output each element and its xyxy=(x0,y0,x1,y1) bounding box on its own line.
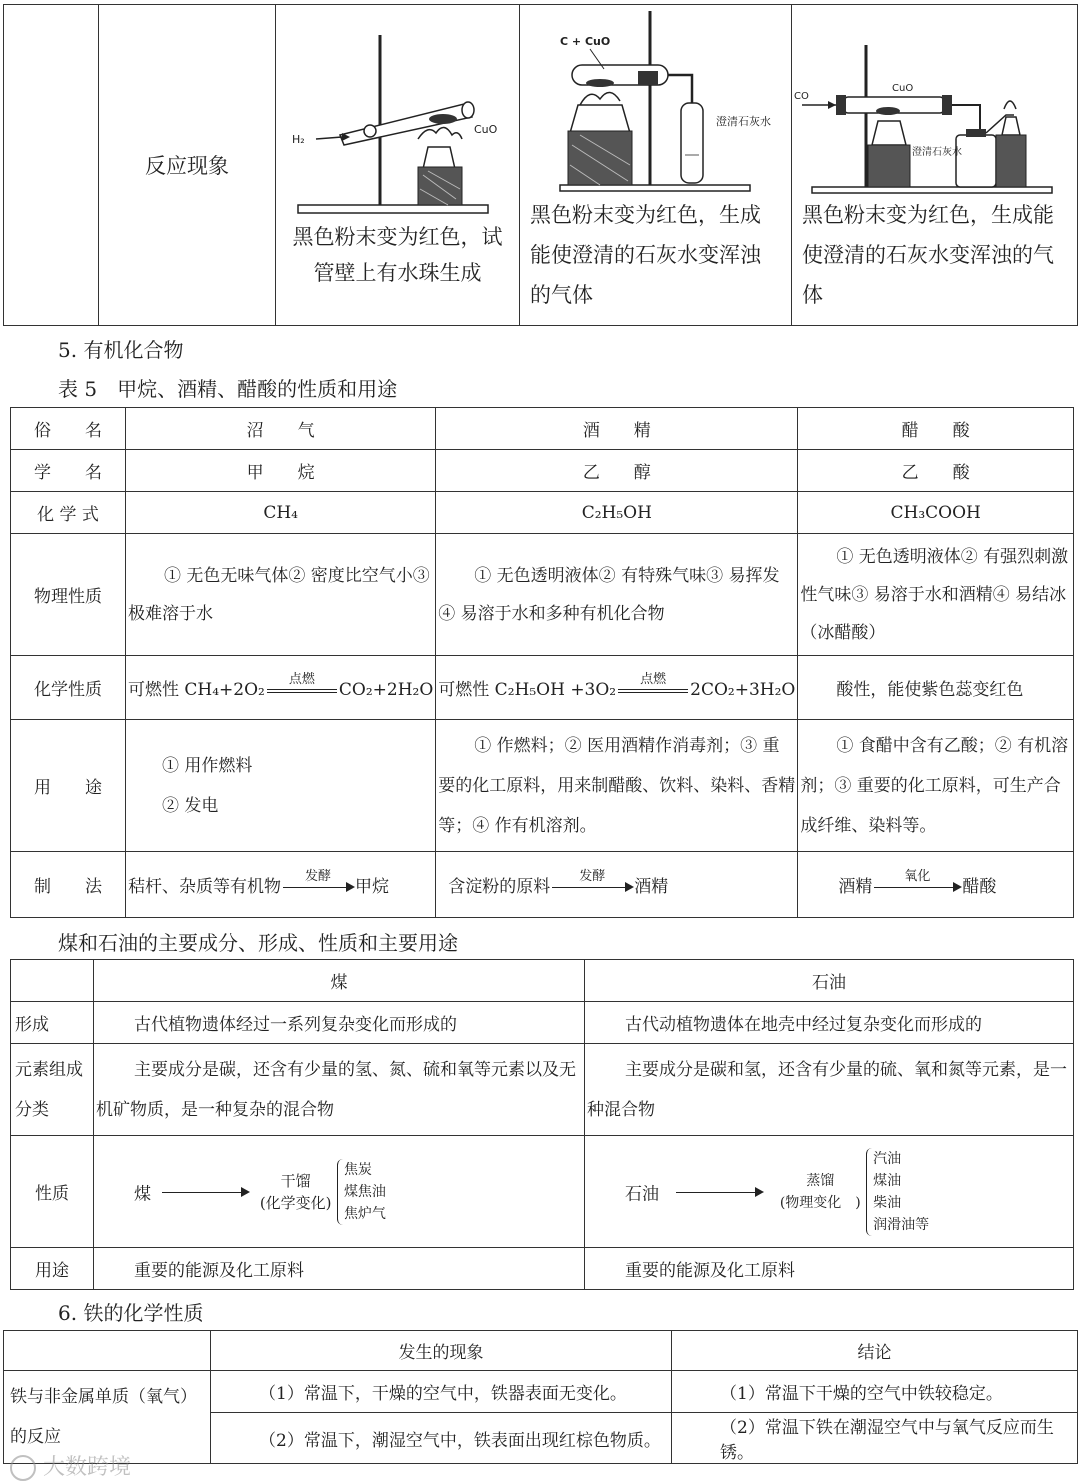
label-common-name: 俗 名 xyxy=(11,408,126,450)
co-reduction-apparatus xyxy=(792,5,1074,195)
acetic-formula: CH₃COOH xyxy=(798,492,1074,534)
col-coal-header: 煤 xyxy=(94,960,585,1002)
ethanol-make-source: 含淀粉的原料 xyxy=(448,876,551,897)
iron-table xyxy=(3,1330,1078,1464)
caption-co: 黑色粉末变为红色，生成能使澄清的石灰水变浑浊的气体 xyxy=(802,203,1054,307)
oil-product: 柴油 xyxy=(873,1194,902,1211)
coal-process-note: (化学变化) xyxy=(259,1193,332,1212)
carbon-reduction-cell xyxy=(520,5,792,326)
col-oil-header: 石油 xyxy=(585,960,1074,1002)
oil-property xyxy=(585,1136,1074,1248)
oil-elem: 主要成分是碳和氢，还含有少量的硫、氧和氮等元素，是一种混合物 xyxy=(585,1044,1074,1136)
co-reduction-cell xyxy=(792,5,1078,326)
oil-process xyxy=(780,1170,861,1214)
methane-physical: ① 无色无味气体② 密度比空气小③ 极难溶于水 xyxy=(126,534,436,656)
coal-product: 焦炉气 xyxy=(343,1205,386,1222)
acetic-sci: 乙 酸 xyxy=(798,450,1074,492)
label-use: 用 途 xyxy=(11,720,126,852)
watermark-text: 大数跨境 xyxy=(43,1455,132,1480)
hydrogen-reduction-cell xyxy=(276,5,520,326)
caption-hydrogen: 黑色粉末变为红色，试管壁上有水珠生成 xyxy=(292,225,503,285)
coal-process xyxy=(260,1170,332,1214)
label-formula: 化 学 式 xyxy=(11,492,126,534)
coal-form: 古代植物遗体经过一系列复杂变化而形成的 xyxy=(94,1002,585,1044)
methane-sci: 甲 烷 xyxy=(126,450,436,492)
carbon-reduction-apparatus xyxy=(520,5,788,195)
ferment-arrow-ethanol xyxy=(552,869,632,897)
fig2-liquid-label: 澄清石灰水 xyxy=(716,115,771,128)
coal-products-list xyxy=(337,1159,386,1225)
iron-conclusion-2: （2）常温下铁在潮湿空气中与氧气反应而生锈。 xyxy=(672,1413,1078,1464)
methane-formula: CH₄ xyxy=(126,492,436,534)
blank-header-cell xyxy=(11,960,94,1002)
fig1-solid-label: CuO xyxy=(474,123,498,136)
methane-make-source: 秸杆、杂质等有机物 xyxy=(128,876,281,897)
acetic-use: ① 食醋中含有乙酸；② 有机溶剂；③ 重要的化工原料，可生产合成纤维、染料等。 xyxy=(798,720,1074,852)
coal-product: 煤焦油 xyxy=(343,1183,386,1200)
ethanol-physical: ① 无色透明液体② 有特殊气味③ 易挥发④ 易溶于水和多种有机化合物 xyxy=(436,534,798,656)
acetic-make-product: 醋酸 xyxy=(962,876,997,897)
blank-iron-header xyxy=(4,1331,211,1371)
oxidize-arrow-acetic xyxy=(874,869,960,897)
acetic-physical: ① 无色透明液体② 有强烈刺激性气味③ 易溶于水和酒精④ 易结冰（冰醋酸） xyxy=(798,534,1074,656)
acetic-common: 醋 酸 xyxy=(798,408,1074,450)
oil-product: 煤油 xyxy=(873,1172,902,1189)
row-use-label: 用途 xyxy=(11,1248,94,1290)
coal-start: 煤 xyxy=(134,1184,151,1204)
row-label-phenomena: 反应现象 xyxy=(99,5,276,326)
methane-chemical xyxy=(126,656,436,720)
oil-products-list xyxy=(866,1148,929,1236)
fig3-liquid-label: 澄清石灰水 xyxy=(912,147,962,158)
ethanol-common: 酒 精 xyxy=(436,408,798,450)
fig1-gas-label: H₂ xyxy=(292,133,305,146)
acetic-make-source: 酒精 xyxy=(838,876,873,897)
methane-make-product: 甲烷 xyxy=(355,876,389,897)
fig3-solid-label: CuO xyxy=(892,83,914,94)
methane-make xyxy=(126,852,436,918)
iron-row-label: 铁与非金属单质（氧气）的反应 xyxy=(4,1371,211,1464)
oil-arrow xyxy=(676,1182,762,1202)
section-6-title: 6. 铁的化学性质 xyxy=(58,1301,204,1325)
ethanol-chem-products: 2CO₂+3H₂O xyxy=(690,679,796,700)
coal-product: 焦炭 xyxy=(343,1161,372,1178)
methane-chem-condition: 点燃 xyxy=(288,672,315,688)
coal-oil-table xyxy=(10,959,1074,1290)
label-chemical: 化学性质 xyxy=(11,656,126,720)
col-phenomena: 发生的现象 xyxy=(211,1331,672,1371)
oil-form: 古代动植物遗体在地壳中经过复杂变化而形成的 xyxy=(585,1002,1074,1044)
methane-use xyxy=(126,720,436,852)
label-make: 制 法 xyxy=(11,852,126,918)
blank-cell xyxy=(4,5,99,326)
oil-start: 石油 xyxy=(625,1184,659,1204)
methane-use-2: ② 发电 xyxy=(162,795,219,816)
coal-elem: 主要成分是碳，还含有少量的氢、氮、硫和氧等元素以及无机矿物质，是一种复杂的混合物 xyxy=(94,1044,585,1136)
fig3-gas-label: CO xyxy=(794,91,809,102)
oil-use: 重要的能源及化工原料 xyxy=(585,1248,1074,1290)
col-conclusion: 结论 xyxy=(672,1331,1078,1371)
ethanol-chem-reactants: 可燃性 C₂H₅OH +3O₂ xyxy=(438,679,617,700)
methane-chem-products: CO₂+2H₂O xyxy=(338,679,434,700)
coal-property xyxy=(94,1136,585,1248)
ethanol-make-product: 酒精 xyxy=(634,876,669,897)
acetic-make-condition: 氧化 xyxy=(904,869,931,885)
acetic-make xyxy=(798,852,1074,918)
section-5-title: 5. 有机化合物 xyxy=(58,338,184,362)
fig2-solid-label: C + CuO xyxy=(560,35,611,48)
oil-process-note: (物理变化 ) xyxy=(779,1194,861,1211)
row-prop-label: 性质 xyxy=(11,1136,94,1248)
reaction-phenomena-table xyxy=(3,4,1078,326)
ignite-arrow-ethanol xyxy=(618,672,688,700)
caption-carbon: 黑色粉末变为红色，生成能使澄清的石灰水变浑浊的气体 xyxy=(530,203,761,307)
oil-product: 润滑油等 xyxy=(873,1216,930,1233)
coal-process-name: 干馏 xyxy=(280,1171,311,1190)
coal-arrow xyxy=(162,1182,248,1202)
methane-common: 沼 气 xyxy=(126,408,436,450)
watermark-logo-icon xyxy=(10,1455,36,1481)
ethanol-chem-condition: 点燃 xyxy=(640,672,667,688)
coal-use: 重要的能源及化工原料 xyxy=(94,1248,585,1290)
coal-oil-title: 煤和石油的主要成分、形成、性质和主要用途 xyxy=(58,931,458,955)
ethanol-chemical xyxy=(436,656,798,720)
ignite-arrow-methane xyxy=(267,672,337,700)
row-form-label: 形成 xyxy=(11,1002,94,1044)
ethanol-sci: 乙 醇 xyxy=(436,450,798,492)
ethanol-formula: C₂H₅OH xyxy=(436,492,798,534)
iron-phenomenon-1: （1）常温下，干燥的空气中，铁器表面无变化。 xyxy=(211,1371,672,1413)
methane-make-condition: 发酵 xyxy=(304,869,331,885)
table-5-title: 表 5 甲烷、酒精、醋酸的性质和用途 xyxy=(58,377,398,401)
label-physical: 物理性质 xyxy=(11,534,126,656)
methane-chem-reactants: 可燃性 CH₄+2O₂ xyxy=(128,679,265,700)
row-elem-label: 元素组成分类 xyxy=(11,1044,94,1136)
oil-product: 汽油 xyxy=(873,1150,902,1167)
ethanol-make xyxy=(436,852,798,918)
iron-phenomenon-2: （2）常温下，潮湿空气中，铁表面出现红棕色物质。 xyxy=(211,1413,672,1464)
label-sci-name: 学 名 xyxy=(11,450,126,492)
watermark xyxy=(10,1450,131,1481)
methane-use-1: ① 用作燃料 xyxy=(162,755,253,776)
hydrogen-reduction-apparatus xyxy=(278,29,518,219)
acetic-chemical: 酸性，能使紫色蕊变红色 xyxy=(798,656,1074,720)
ethanol-make-condition: 发酵 xyxy=(579,869,606,885)
table-5-organic xyxy=(10,407,1074,918)
oil-process-name: 蒸馏 xyxy=(806,1172,835,1189)
ethanol-use: ① 作燃料；② 医用酒精作消毒剂；③ 重要的化工原料，用来制醋酸、饮料、染料、香精等；④ 作有机溶剂。 xyxy=(436,720,798,852)
iron-conclusion-1: （1）常温下干燥的空气中铁较稳定。 xyxy=(672,1371,1078,1413)
ferment-arrow-methane xyxy=(283,869,353,897)
